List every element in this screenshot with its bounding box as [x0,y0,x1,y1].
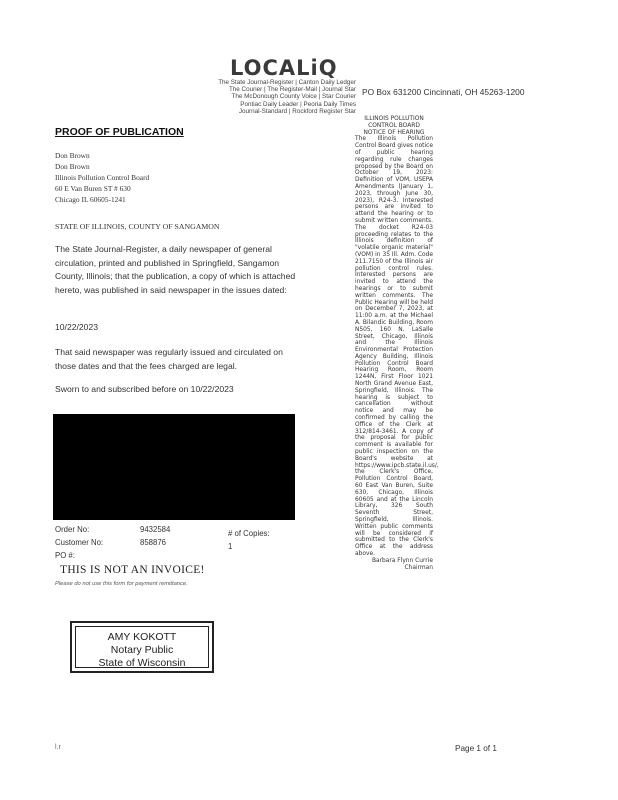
po-label: PO #: [55,551,75,560]
footer-mark: l.r [55,744,61,751]
notice-body: The Illinois Pollution Control Board gives notice of public hearing regarding rule changes proposed by the Board on October 19, 2023: Definition of VOM, USEPA Amendments (January 1, 2023, through June 30, 2023), R24-3. Interested persons are invited to attend the hearing or to submit written comments. The docket R24-03 proceeding relates to the Illinois definition of "volatile organic material" (VOM) in 35 Ill. Adm. Code 211.7150 of the Illinois air pollution control rules. Interested persons are invited to attend the hearings or to submit written comments. The Public Hearing will be held on December 7, 2023, at 11:00 a.m. at the Michael A. Bilandic Building, Room N505, 160 N. LaSalle Street, Chicago, Illinois and the Illinois Environmental Protection Agency Building, Illinois Pollution Control Board Hearing Room, Room 1244N, First Floor 1021 North Grand Avenue East, Springfield, Illinois. The hearing is subject to cancellation without notice and may be confirmed by calling the Office of the Clerk at 312/814-3461. A copy of the proposal for public comment is available for public inspection on the Board's website at https://www.ipcb.state.il.us/, the Clerk's Office, Pollution Control Board, 60 East Van Buren, Suite 630, Chicago, Illinois 60605 and at the Lincoln Library, 326 South Seventh Street, Springfield, Illinois. Written public comments will be considered if submitted to the Clerk's Office at the address above. [355,136,439,557]
newspaper-line: The State Journal-Register | Canton Daily Ledger [218,79,356,86]
remittance-note: Please do not use this form for payment remittance. [55,581,188,587]
notary-name: AMY KOKOTT [107,631,177,643]
address-line: Chicago IL 60605-1241 [55,195,126,204]
redacted-block [53,414,295,520]
page-number: Page 1 of 1 [455,744,497,753]
newspaper-line: Pontiac Daily Leader | Peoria Daily Times [240,100,356,108]
copies-value: 1 [228,542,233,551]
customer-label: Customer No: [55,538,104,547]
notice-heading-line: CONTROL BOARD [368,122,420,129]
po-box-address: PO Box 631200 Cincinnati, OH 45263-1200 [362,87,525,97]
newspaper-line: The Courier | The Register-Mail | Journal Star [228,86,356,94]
order-value: 9432584 [140,525,171,534]
regularity-statement: That said newspaper was regularly issued and circulated on those dates and that the fees charged are legal. [55,347,283,371]
notary-state: State of Wisconsin [98,657,186,669]
notice-heading [355,116,433,136]
not-invoice-notice: THIS IS NOT AN INVOICE! [60,564,205,576]
notary-title: Notary Public [110,644,174,656]
legal-notice [355,116,439,571]
notice-heading-line: NOTICE OF HEARING [363,129,425,136]
address-line: Don Brown [55,151,90,160]
notary-stamp-inner-border [75,626,209,668]
publication-date: 10/22/2023 [55,322,99,332]
localiq-logo: LOCALiQ [230,56,338,80]
recipient-address [55,150,149,205]
state-county: STATE OF ILLINOIS, COUNTY OF SANGAMON [55,222,220,231]
notice-heading-line: ILLINOIS POLLUTION [364,116,424,122]
address-line: Don Brown [55,162,90,171]
order-label: Order No: [55,525,90,534]
address-line: 60 E Van Buren ST # 630 [55,184,131,193]
proof-title: PROOF OF PUBLICATION [55,126,184,138]
notice-signer-name: Barbara Flynn Currie [371,557,433,564]
notice-signer-title: Chairman [404,564,433,571]
customer-value: 858876 [140,538,167,547]
sworn-statement: Sworn to and subscribed before on 10/22/2023 [55,384,234,394]
newspaper-list [190,79,356,115]
newspaper-line: Journal-Standard | Rockford Register Star [238,107,356,115]
copies-label: # of Copies: [228,529,270,538]
publication-statement: The State Journal-Register, a daily newspaper of general circulation, printed and published in Springfield, Sangamon County, Illinois; that the publication, a copy of which is attached hereto, was published in said newspaper in the issues dated: [55,244,296,295]
notary-stamp [70,621,214,673]
newspaper-line: The McDonough County Voice | Star Courier [231,93,356,101]
address-line: Illinois Pollution Control Board [55,173,150,182]
